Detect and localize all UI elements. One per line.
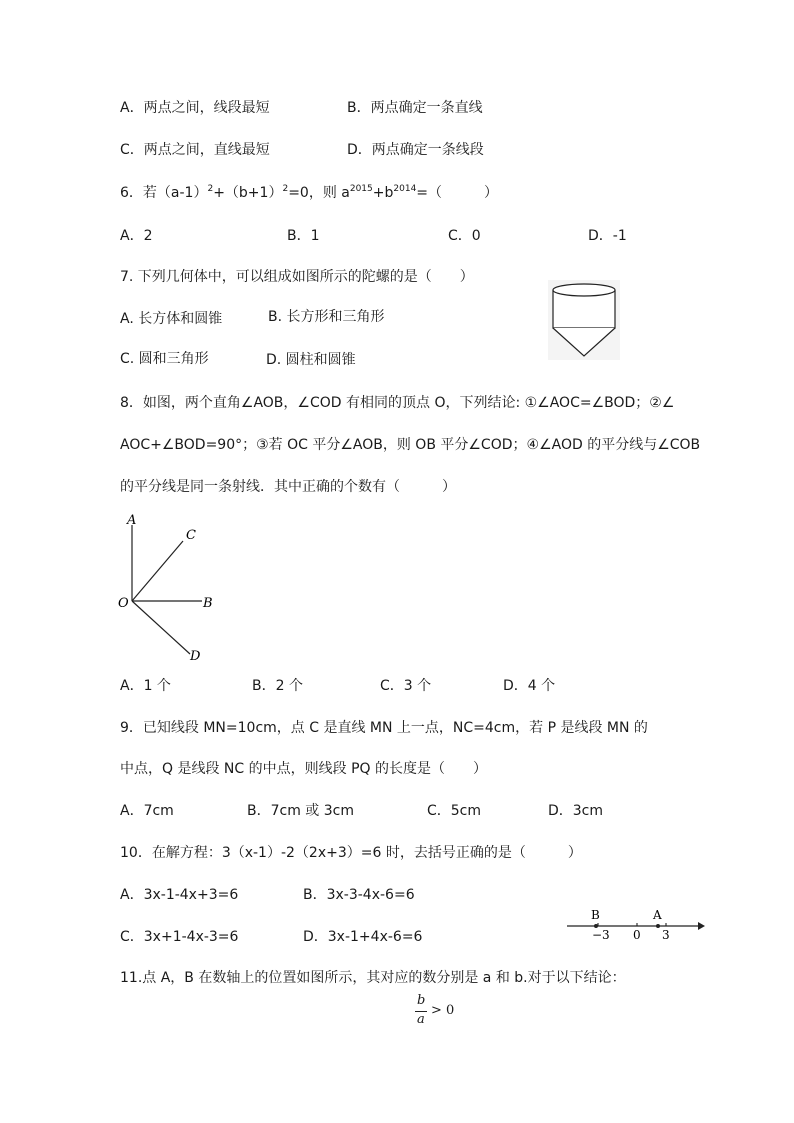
label-point-b: B (591, 908, 600, 922)
label-point-a: A (653, 908, 662, 922)
point-a (656, 924, 660, 928)
q5-option-c: C．两点之间，直线最短 (120, 142, 270, 158)
q7-option-a: A. 长方体和圆锥 (120, 311, 223, 327)
q8-stem-line3: 的平分线是同一条射线．其中正确的个数有（ ） (120, 479, 456, 495)
q8-option-b: B．2 个 (252, 678, 303, 694)
q9-option-a: A．7cm (120, 803, 174, 819)
q8-option-d: D．4 个 (503, 678, 556, 694)
q6-option-a: A．2 (120, 228, 153, 244)
q9-stem-line2: 中点，Q 是线段 NC 的中点，则线段 PQ 的长度是（ ） (120, 761, 487, 777)
q9-option-c: C．5cm (427, 803, 482, 819)
q7-option-d: D. 圆柱和圆锥 (266, 352, 356, 368)
q6-option-b: B．1 (287, 228, 320, 244)
q10-option-b: B．3x-3-4x-6=6 (303, 887, 415, 903)
ray-od (132, 601, 190, 654)
q8-option-a: A．1 个 (120, 678, 171, 694)
q7-stem: 7. 下列几何体中，可以组成如图所示的陀螺的是（ ） (120, 269, 474, 285)
spinning-top-figure (548, 280, 620, 360)
q8-stem-line1: 8．如图，两个直角∠AOB，∠COD 有相同的顶点 O，下列结论: ①∠AOC=∠BOD；②∠ (120, 395, 675, 411)
q7-option-c: C. 圆和三角形 (120, 351, 209, 367)
fraction-numerator: b (417, 993, 426, 1008)
q7-option-b: B. 长方形和三角形 (268, 309, 385, 325)
tick-label-3: 3 (662, 928, 670, 942)
q10-option-a: A．3x-1-4x+3=6 (120, 887, 239, 903)
q9-stem-line1: 9．已知线段 MN=10cm，点 C 是直线 MN 上一点，NC=4cm，若 P 是线段 MN 的 (120, 720, 648, 736)
fraction-relation: > 0 (431, 1003, 455, 1018)
q10-stem: 10．在解方程：3（x-1）-2（2x+3）=6 时，去括号正确的是（ ） (120, 845, 582, 861)
q6-option-d: D．-1 (588, 228, 627, 244)
q9-option-b: B．7cm 或 3cm (247, 803, 354, 819)
q5-option-a: A．两点之间，线段最短 (120, 100, 270, 116)
label-b: B (203, 596, 213, 611)
tick-label-0: 0 (633, 928, 641, 942)
q6-option-c: C．0 (448, 228, 481, 244)
angle-figure (110, 508, 230, 668)
q10-option-d: D．3x-1+4x-6=6 (303, 929, 423, 945)
q8-stem-line2: AOC+∠BOD=90°；③若 OC 平分∠AOB，则 OB 平分∠COD；④∠AOD 的平分线与∠COB (120, 437, 701, 453)
q5-option-d: D．两点确定一条线段 (347, 142, 484, 158)
tick-label-neg3: −3 (592, 928, 610, 942)
q6-stem: 6．若$(a-1)^2+(b+1)^2=0$，则 $a^{2015}+b^{2014}=$（ ） (120, 184, 499, 201)
q10-option-c: C．3x+1-4x-3=6 (120, 929, 239, 945)
label-c: C (186, 528, 196, 543)
label-a: A (127, 513, 137, 528)
number-line-figure (562, 906, 707, 946)
q11-stem: 11.点 A，B 在数轴上的位置如图所示，其对应的数分别是 a 和 b.对于以下结论： (120, 970, 626, 986)
arrow-right-icon (698, 922, 705, 930)
q9-option-d: D．3cm (548, 803, 604, 819)
label-d: D (190, 649, 201, 664)
q8-option-c: C．3 个 (380, 678, 432, 694)
fraction-denominator: a (417, 1012, 425, 1027)
q5-option-b: B．两点确定一条直线 (347, 100, 483, 116)
ray-oc (132, 541, 183, 601)
label-o: O (118, 596, 129, 611)
